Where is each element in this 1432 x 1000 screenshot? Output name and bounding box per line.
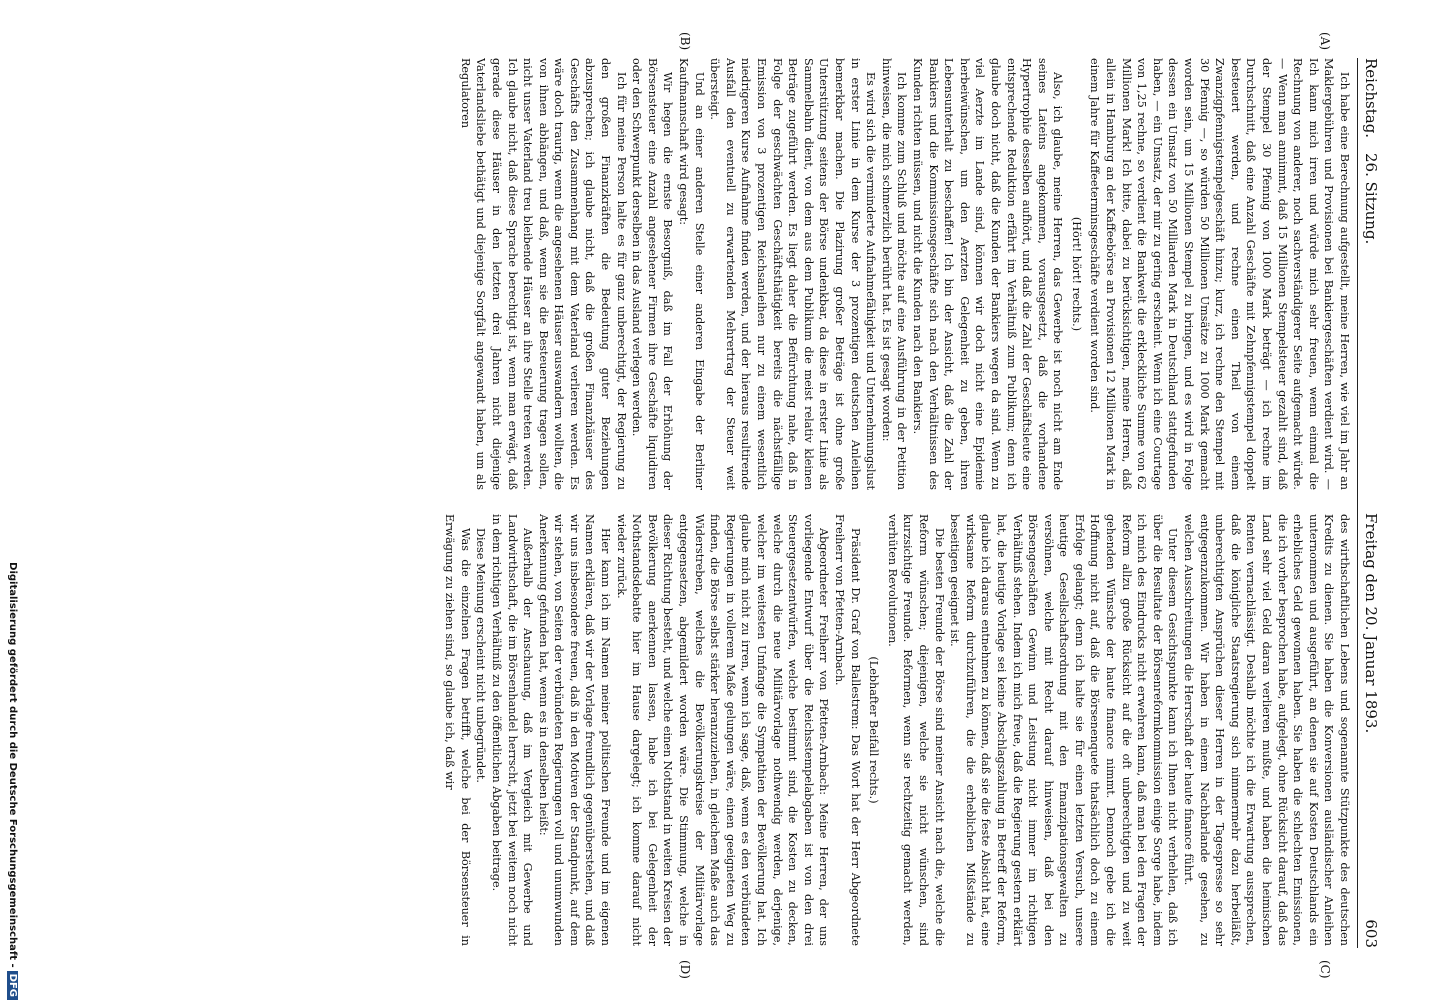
speech: Abgeordneter Freiherr von Pfetten-Arnbach: Meine Herren, der uns vorliegende Entwurf über die Reichsstempelabgaben ist von den drei Steuergesetzentwürfen, welche bestimmt sind, die Kosten zu decken, welche durch die neue Militärvorlage nothwendig werden, derjenige, welcher im weitesten Umfange die Sympathien der Bevölkerung hat. Ich glaube mich nicht zu irren, wenn ich sage, daß, wenn es den verbündeten Regierungen in vollerem Maße gelungen wäre, einen geeigneten Weg zu finden, die Börse selbst stärker heranzuziehen, in gleichem Maße auch das Widerstreben, welches die Bevölkerungskreise der Militärvorlage entgegensetzen, abgemildert worden wäre. Die Stimmung, welche in dieser Richtung besteht, und welche einen Nothstand in weiten Kreisen der Bevölkerung anerkennen lassen, habe ich bei Gelegenheit der Nothstandsdebatte hier im Hause dargelegt; ich komme darauf nicht wieder zurück. bbox=[614, 514, 831, 946]
interjection: (Hört! hört! rechts.) bbox=[1069, 216, 1083, 332]
dfg-logo: DFG bbox=[7, 971, 18, 1000]
page-header bbox=[1360, 58, 1380, 948]
margin-label-a: (A) bbox=[1318, 32, 1332, 51]
paragraph: Hier kann ich im Namen meiner politischen Freunde und im eigenen Namen erklären, daß wir der Vorlage freundlich gegenüberstehen, und daß wir uns insbesondere freuen, daß in den Motiven der Standpunkt, auf dem wir stehen, von Seiten der verbündeten Regierungen voll und unumwunden Anerkennung gefunden hat, wenn es in denselben heißt: bbox=[536, 514, 613, 946]
paragraph: Ich komme zum Schluß und möchte auf eine Ausführung in der Petition hinweisen, die mich schmerzlich berührt hat. Es ist gesagt worden: bbox=[879, 58, 909, 490]
left-column bbox=[57, 58, 1352, 490]
interjection: (Lebhafter Beifall rechts.) bbox=[867, 656, 881, 804]
paragraph: Und an einer anderen Stelle einer anderen Eingabe der Berliner Kaufmannschaft wird gesagt: bbox=[677, 58, 706, 490]
paragraph: Die besten Freunde der Börse sind meiner Ansicht nach die, welche die Reform wünschen; diejenigen, welche sie nicht wünschen, sind kurzsichtige Freunde. Reformen, wenn sie rechtzeitig gemacht werden, verhüten Revolutionen. bbox=[885, 514, 946, 946]
quotation: Außerhalb der Anschauung, daß im Vergleich mit Gewerbe und Landwirthschaft, die im Börsenhandel herrscht, jetzt bei weitem noch nicht in dem richtigen Verhältniß zu den öffentlichen Abgaben beitrage. bbox=[489, 514, 535, 946]
margin-label-c: (C) bbox=[1318, 960, 1332, 979]
paragraph: Was die einzelnen Fragen betrifft, welche bei der Börsensteuer in Erwägung zu ziehen sind, so glaube ich, daß wir bbox=[443, 514, 472, 946]
page-number: 603 bbox=[1362, 919, 1380, 948]
quotation: Es wird sich die verminderte Aufnahmefähigkeit und Unternehmungslust in erster Linie in dem Kurse der 3 prozentigen deutschen Anleihen bemerkbar machen. Die Plazirung großer Beträge ist ohne große Unterstützung seitens der Börse undenkbar, da diese in erster Linie als Sammelbahn dient, von dem aus dem Publikum die meist relativ kleinen Beträge zugeführt werden. Es liegt daher die Befürchtung nahe, daß in Folge der geschwächten Geschäftsthätigkeit bereits die nächstfällige Emission von 3 prozentigen Reichsanleihen nur zu einem wesentlich niedrigeren Kurse Aufnahme finden werden, und der hieraus resultirende Ausfall den eventuell zu erwartenden Mehrertrag der Steuer weit übersteigt. bbox=[708, 58, 878, 490]
quotation: Wir hegen die ernste Besorgniß, daß im Fall der Erhöhung der Börsensteuer eine Anzahl angesehener Firmen ihre Geschäfte liquidiren oder den Schwerpunkt derselben in das Ausland verlegen werden. bbox=[630, 58, 675, 490]
paragraph: Diese Meinung erscheint nicht unbegründet. bbox=[474, 528, 488, 783]
paragraph: des wirthschaftlichen Lebens und sogenannte Stützpunkte des deutschen Kredits zu dienen. Sie haben die Konversionen ausländischer Anleihen unternommen und ausgeführt, an denen sie auf Kosten Deutschlands ein erhebliches Geld gewonnen haben. Sie haben die schlechten Emissionen, die ich vorher besprochen habe, aufgelegt, ohne Rücksicht darauf, daß das Land sehr viel Geld daran verlieren mußte, und haben die heimischen Renten vernachlässigt. Deshalb möchte ich die Erwartung aussprechen, daß die königliche Staatsregierung sich nimmermehr dazu herbeiläßt, unberechtigten Ansprüchen dieser Herren in der Tagespresse so sehr entgegenzukommen. Wir haben in einem Nachbarlande gesehen, zu welchen Ausschreitungen die Herrschaft der haute finance führt. bbox=[1182, 514, 1351, 946]
credit-text: Digitalisierung gefördert durch die Deutsche Forschungsgemeinschaft - bbox=[7, 562, 18, 968]
digitization-credit bbox=[2, 0, 18, 1000]
margin-label-d: (D) bbox=[678, 960, 692, 979]
paragraph: Ich habe eine Berechnung aufgestellt, meine Herren, wie viel im Jahr an Maklergebühren und Provisionen bei Bankiergeschäften verdient wird. — Ich kann mich irren und würde mich sehr freuen, wenn einmal die Rechnung von anderer, noch sachverständigerer Seite aufgemacht würde. — Wenn man annimmt, daß 15 Millionen Stempelsteuer gezahlt sind, daß der Stempel 30 Pfennig von 1000 Mark beträgt — ich rechne im Durchschnitt, daß eine Anzahl Geschäfte mit Zehnpfennigstempel doppelt besteuert werden, und rechne einen Theil von einem Zwanzigpfennigstempelgeschäft hinzu; kurz, ich rechne den Stempel mit 30 Pfennig —, so würden 50 Millionen Umsätze zu 1000 Mark gemacht worden sein, um 15 Millionen Stempel zu bringen, und es wird in Folge dessen ein Umsatz von 50 Milliarden Mark in Deutschland stattgefunden haben, — ein Umsatz, der mir zu gering erscheint. Wenn ich eine Courtage von 1,25 rechne, so verdient die Bankwelt die erkleckliche Summe von 62 Millionen Mark! Ich bitte, dabei zu berücksichtigen, meine Herren, daß allein in Hamburg an der Kaffeebörse an Provisionen 12 Millionen Mark in einem Jahre für Kaffeeterminsgeschäfte verdient worden sind. bbox=[1088, 58, 1351, 490]
header-publication: Reichstag. bbox=[1362, 58, 1380, 139]
margin-label-b: (B) bbox=[678, 32, 692, 51]
header-date: Freitag den 20. Januar 1893. bbox=[1362, 513, 1380, 734]
right-column bbox=[57, 514, 1352, 946]
paragraph: Also, ich glaube, meine Herren, das Gewerbe ist noch nicht am Ende seines Lateins angekommen, vorausgesetzt, daß die vorhandene Hypertrophie desselben aufhört, und daß die Zahl der Geschäftsleute eine entsprechende Reduktion erfährt im Verhältniß zum Publikum; denn ich glaube doch nicht, daß die Kunden der Bankiers wegen da sind. Wenn zu viel Aerzte im Lande sind, können wir doch nicht eine Epidemie herbeiwünschen, um den Aerzten Gelegenheit zu geben, ihren Lebensunterhalt zu beschaffen! Ich bin der Ansicht, daß die Zahl der Bankiers und die Kommissionsgeschäfte sich nach den Verhältnissen des Kunden richten müssen, und nicht die Kunden nach den Bankiers. bbox=[910, 58, 1065, 490]
header-rule bbox=[1357, 58, 1358, 948]
header-session: 26. Sitzung. bbox=[1362, 153, 1380, 245]
speaker-line: Präsident Dr. Graf von Ballestrem: Das Wort hat der Herr Abgeordnete Freiherr von Pfetten-Arnbach. bbox=[833, 514, 862, 946]
paragraph: Ich für meine Person halte es für ganz unberechtigt, der Regierung zu den großen Finanzkräften die Bedeutung guter Beziehungen abzusprechen; ich glaube nicht, daß die großen Finanzhäuser des Geschäfts den Zusammenhang mit dem Vaterland verlieren werden. Es wäre doch traurig, wenn die angesehenen Häuser auswandern wollten, die von ihnen abhängen, und daß, wenn sie die Besteuerung tragen sollen, nicht unser Vaterland treu bleibende Häuser an ihre Stelle treten werden. Ich glaube nicht, daß diese Sprache berechtigt ist, wenn man erwägt, daß gerade diese Häuser in den letzten drei Jahren nicht diejenige Vaterlandsliebe bethätigt und diejenige Sorgfalt angewandt haben, um als Regulatoren bbox=[458, 58, 628, 490]
paragraph: Unter diesem Gesichtspunkte kann ich Ihnen nicht verhehlen, daß ich über die Resultate der Börsenreformkommission einige Sorge habe, indem ich mich des Eindrucks nicht erwehren kann, daß man bei den Fragen der Reform allzu große Rücksicht auf die oft unberechtigten und zu weit gehenden Wünsche der haute finance nimmt. Dennoch gebe ich die Hoffnung nicht auf, daß die Börsenenquete thatsächlich doch zu einem Erfolge gelangt; denn ich halte sie für einen letzten Versuch, unsere heutige Gesellschaftsordnung mit den Emanzipationsgewalten zu versöhnen, welche mit Recht darauf hinweisen, daß bei den Börsengeschäften Gewinn und Leistung nicht immer im richtigen Verhältniß stehen. Indem ich mich freue, daß die Regierung gestern erklärt hat, die heutige Vorlage sei keine Abschlagszahlung in Betreff der Reform, glaube ich daraus entnehmen zu können, daß sie die feste Absicht hat, eine wirksame Reform durchzuführen, die die erheblichen Mißstände zu beseitigen geeignet ist. bbox=[948, 514, 1180, 946]
